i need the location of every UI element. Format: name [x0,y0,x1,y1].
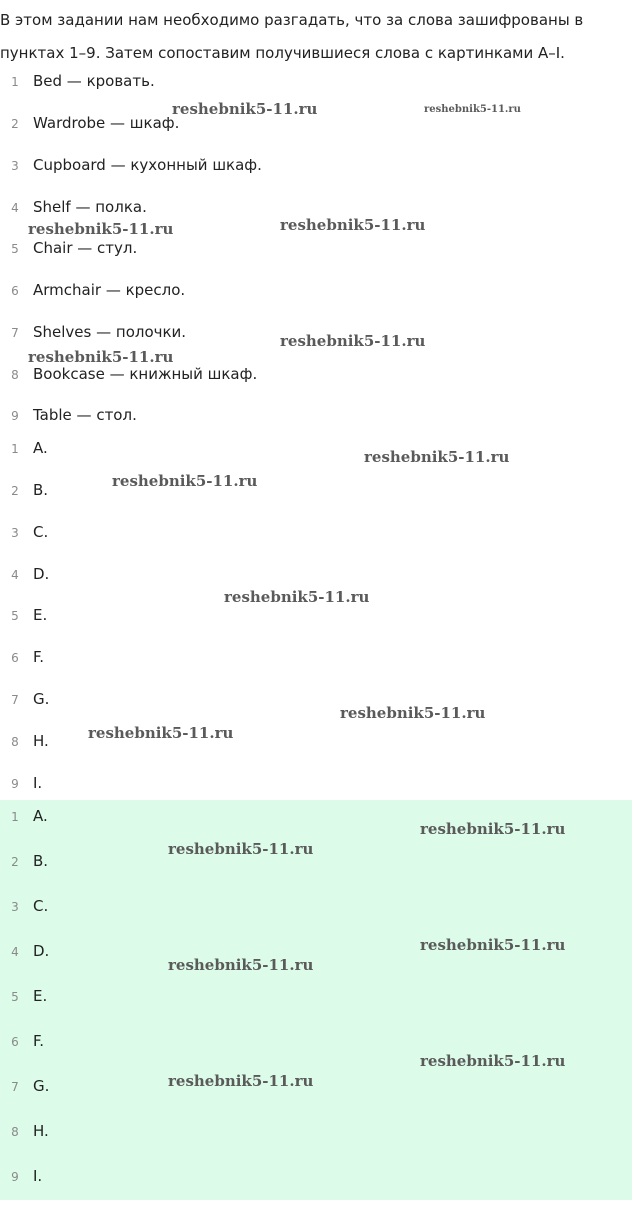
watermark: reshebnik5-11.ru [168,956,314,974]
list-item: 8 Bookcase — книжный шкаф. [11,365,258,383]
list-item: 9 I. [11,1167,43,1185]
watermark: reshebnik5-11.ru [168,840,314,858]
list-item: 6 Armchair — кресло. [11,281,186,299]
watermark: reshebnik5-11.ru [340,704,486,722]
watermark: reshebnik5-11.ru [364,448,510,466]
watermark: reshebnik5-11.ru [28,220,174,238]
list-item: 5 Chair — стул. [11,239,138,257]
watermark: reshebnik5-11.ru [224,588,370,606]
list-item: 1 Bed — кровать. [11,72,155,90]
watermark: reshebnik5-11.ru [88,724,234,742]
list-item: 1 A. [11,439,48,457]
watermark: reshebnik5-11.ru [424,104,521,115]
watermark: reshebnik5-11.ru [420,936,566,954]
list-item: 7 G. [11,1077,50,1095]
list-item: 4 Shelf — полка. [11,198,147,216]
watermark: reshebnik5-11.ru [280,332,426,350]
list-item: 4 D. [11,565,50,583]
watermark: reshebnik5-11.ru [420,820,566,838]
list-item: 7 G. [11,690,50,708]
list-item: 2 B. [11,481,49,499]
list-item: 9 I. [11,774,43,792]
list-item: 5 E. [11,987,48,1005]
list-item: 2 B. [11,852,49,870]
watermark: reshebnik5-11.ru [28,348,174,366]
watermark: reshebnik5-11.ru [112,472,258,490]
list-item: 6 F. [11,1032,44,1050]
list-item: 3 C. [11,897,49,915]
list-item: 6 F. [11,648,44,666]
list-item: 3 Cupboard — кухонный шкаф. [11,156,262,174]
list-item: 9 Table — стол. [11,406,137,424]
list-item: 8 H. [11,1122,49,1140]
list-item: 2 Wardrobe — шкаф. [11,114,180,132]
list-item: 4 D. [11,942,50,960]
watermark: reshebnik5-11.ru [420,1052,566,1070]
list-item: 3 C. [11,523,49,541]
task-intro: В этом задании нам необходимо разгадать, что за слова зашифрованы в пунктах 1–9. Затем сопоставим получившиеся слова с картинками A–I. [0,11,584,62]
watermark: reshebnik5-11.ru [280,216,426,234]
watermark: reshebnik5-11.ru [168,1072,314,1090]
list-item: 1 A. [11,807,48,825]
list-item: 8 H. [11,732,49,750]
watermark: reshebnik5-11.ru [172,100,318,118]
list-item: 5 E. [11,606,48,624]
list-item: 7 Shelves — полочки. [11,323,187,341]
